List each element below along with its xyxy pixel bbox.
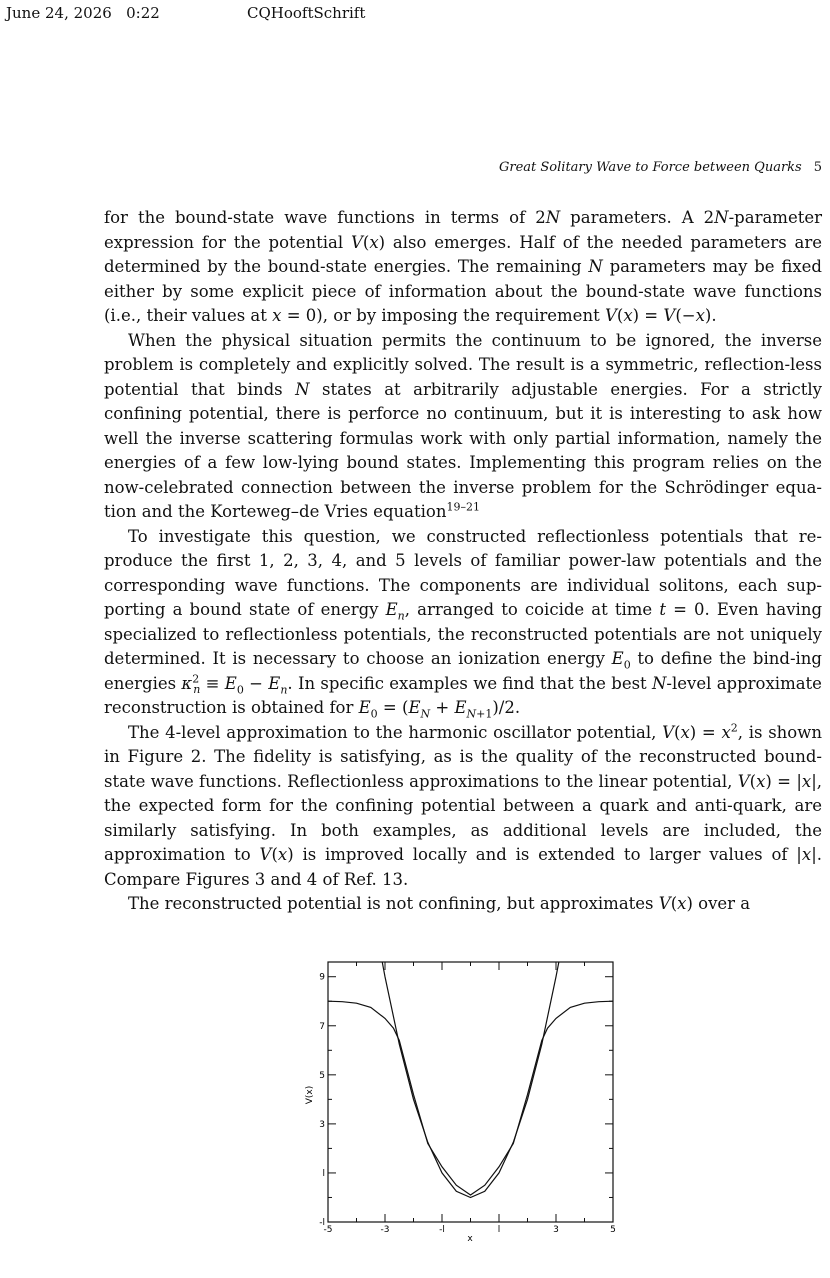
y-tick-label: 3 <box>319 1119 325 1130</box>
y-tick-label: 7 <box>319 1021 325 1032</box>
potential-chart <box>300 955 620 1245</box>
header-date: June 24, 2026 <box>6 4 112 22</box>
citation-19-21: 19–21 <box>446 500 480 514</box>
paragraph-3: To investigate this question, we constructed reflectionless potentials that re-produce the first 1, 2, 3, 4, and 5 levels of familiar power-law potentials and the corresponding wave functions. The components are individual solitons, each sup-porting a bound state of energy $E_n$, arranged to coicide at time t = 0. Even having specialized to reflectionless potentials, the reconstructed potentials are not uniquely determined. It is necessary to choose an ionization energy $E_0$ to define the bind-ing energies $\kappa^2_n \equiv E_0 - E_n$. In specific examples we find that the best N-level approximate reconstruction is obtained for $E_0 = (E_N + E_{N+1})/2$. <box>104 526 823 721</box>
y-tick-label: l <box>322 1168 325 1179</box>
figure-2 <box>300 955 620 1245</box>
y-tick-label: 5 <box>319 1070 325 1081</box>
running-title: Great Solitary Wave to Force between Quarks <box>499 160 802 175</box>
y-tick-labels <box>319 973 325 1228</box>
plot-frame <box>328 962 613 1222</box>
x-tick-label: -3 <box>380 1225 390 1235</box>
running-head <box>499 160 822 175</box>
y-tick-label: -l <box>319 1218 325 1228</box>
paragraph-1: for the bound-state wave functions in terms of 2N parameters. A 2N-parameter expression for the potential V(x) also emerges. Half of the needed parameters are determined by the bound-state energies. The remaining N parameters may be fixed either by some explicit piece of information about the bound-state wave functions (i.e., their values at x = 0), or by imposing the requirement V(x) = V(−x). <box>104 208 823 325</box>
header-time: 0:22 <box>126 4 160 22</box>
y-tick-label: 9 <box>319 972 325 983</box>
paragraph-4: The 4-level approximation to the harmonic oscillator potential, $V(x) = x^2$, is shown in Figure 2. The fidelity is satisfying, as is the quality of the reconstructed bound-state wave functions. Reflectionless approximations to the linear potential, V(x) = |x|, the expected form for the confining potential between a quark and anti-quark, are similarly satisfying. In both examples, as additional levels are included, the approximation to V(x) is improved locally and is extended to larger values of |x|. Compare Figures 3 and 4 of Ref. 13. <box>104 721 823 889</box>
series-line-harmonic-potential <box>382 962 559 1198</box>
series-line-reflectionless-approx <box>328 1001 613 1195</box>
y-axis-label: V(x) <box>305 1085 315 1105</box>
paragraph-2: When the physical situation permits the continuum to be ignored, the inverse problem is completely and explicitly solved. The result is a symmetric, reflection-less potential that binds N states at arbitrarily adjustable energies. For a strictly confining potential, there is perforce no continuum, but it is interesting to ask how well the inverse scattering formulas work with only partial information, namely the energies of a few low-lying bound states. Implementing this program relies on the now-celebrated connection between the inverse problem for the Schrödinger equa-tion and the Korteweg–de Vries equation$^{19-21}$ <box>104 330 822 521</box>
x-tick-label: l <box>497 1225 501 1235</box>
x-axis-label: x <box>467 1234 473 1244</box>
x-tick-label: -5 <box>323 1225 333 1235</box>
body-text <box>104 206 822 917</box>
x-tick-label: -l <box>439 1225 445 1235</box>
page-number: 5 <box>813 160 822 175</box>
x-tick-label: 5 <box>610 1225 616 1235</box>
axis-ticks <box>328 962 613 1222</box>
x-tick-label: 3 <box>553 1225 559 1235</box>
paragraph-5: The reconstructed potential is not confining, but approximates V(x) over a <box>128 894 751 913</box>
header-line <box>6 4 366 22</box>
header-jobname: CQHooftSchrift <box>247 4 366 22</box>
